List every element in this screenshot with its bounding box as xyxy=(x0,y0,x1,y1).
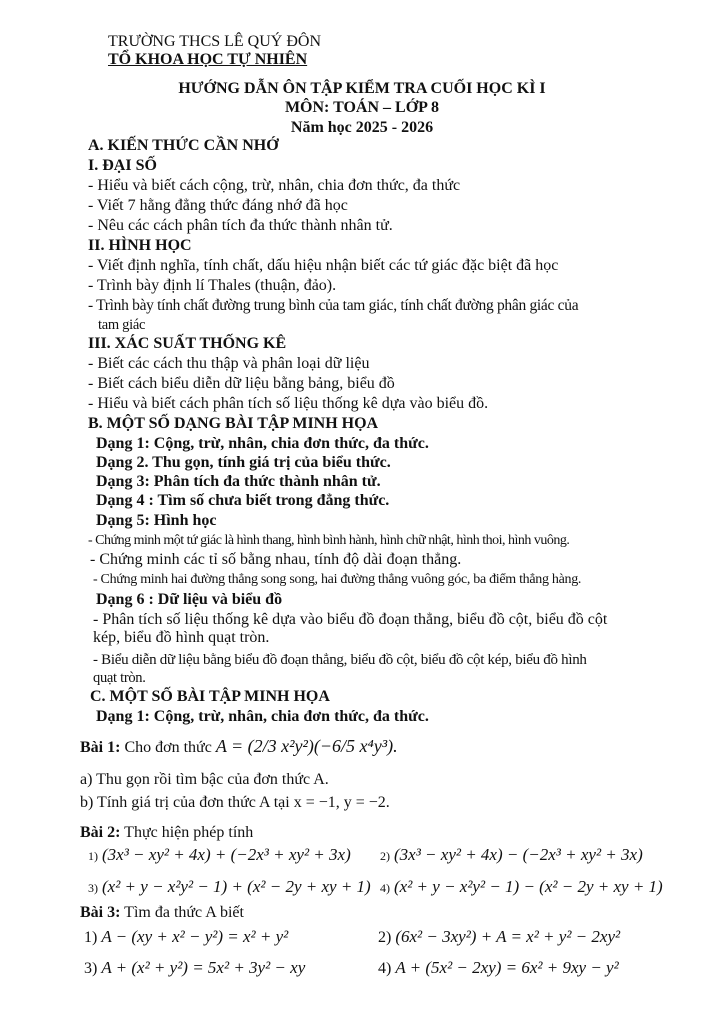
statistics-heading: III. XÁC SUẤT THỐNG KÊ xyxy=(88,335,287,352)
exercise-item xyxy=(378,928,620,947)
formula: (x² + y − x²y² − 1) − (x² − 2y + xy + 1) xyxy=(394,877,663,896)
section-a-heading: A. KIẾN THỨC CẦN NHỚ xyxy=(88,137,279,154)
exercise-item xyxy=(380,878,663,897)
item-number: 4) xyxy=(378,960,392,977)
list-item: - Chứng minh các tỉ số bằng nhau, tính độ dài đoạn thẳng. xyxy=(90,551,462,568)
list-item: - Trình bày tính chất đường trung bình của tam giác, tính chất đường phân giác của xyxy=(88,297,579,314)
list-item: - Viết định nghĩa, tính chất, dấu hiệu nhận biết các tứ giác đặc biệt đã học xyxy=(88,257,559,274)
exercise-type: Dạng 1: Cộng, trừ, nhân, chia đơn thức, đa thức. xyxy=(96,435,429,452)
exercise-label: Bài 2: xyxy=(80,824,121,841)
formula: A + (5x² − 2xy) = 6x² + 9xy − y² xyxy=(395,958,619,977)
exercise-text: Cho đơn thức xyxy=(124,739,212,756)
exercise-part: a) Thu gọn rồi tìm bậc của đơn thức A. xyxy=(80,771,329,788)
section-b-heading: B. MỘT SỐ DẠNG BÀI TẬP MINH HỌA xyxy=(88,415,379,432)
document-title: HƯỚNG DẪN ÔN TẬP KIỂM TRA CUỐI HỌC KÌ I xyxy=(178,80,546,97)
list-item: - Hiểu và biết cách cộng, trừ, nhân, chia đơn thức, đa thức xyxy=(88,177,461,194)
list-item: - Hiểu và biết cách phân tích số liệu thống kê dựa vào biểu đồ. xyxy=(88,395,489,412)
section-c-heading: C. MỘT SỐ BÀI TẬP MINH HỌA xyxy=(90,688,330,705)
formula: (3x³ − xy² + 4x) + (−2x³ + xy² + 3x) xyxy=(102,845,351,864)
item-number: 1) xyxy=(88,849,98,863)
exercise-label: Bài 1: xyxy=(80,739,121,756)
list-item: kép, biểu đồ hình quạt tròn. xyxy=(93,629,270,646)
exercise-type: Dạng 2. Thu gọn, tính giá trị của biểu thức. xyxy=(96,454,391,471)
formula: (x² + y − x²y² − 1) + (x² − 2y + xy + 1) xyxy=(102,877,371,896)
item-number: 2) xyxy=(380,849,390,863)
exercise-type: Dạng 3: Phân tích đa thức thành nhân tử. xyxy=(96,473,381,490)
exercise-type: Dạng 4 : Tìm số chưa biết trong đẳng thức. xyxy=(96,492,390,509)
exercise-item xyxy=(84,959,305,978)
exercise-text: Tìm đa thức A biết xyxy=(124,904,244,921)
item-number: 4) xyxy=(380,881,390,895)
item-number: 1) xyxy=(84,929,98,946)
exercise-item xyxy=(88,878,371,897)
exercise-1 xyxy=(80,737,398,757)
list-item: - Trình bày định lí Thales (thuận, đảo). xyxy=(88,277,337,294)
exercise-label: Bài 3: xyxy=(80,904,121,921)
list-item: tam giác xyxy=(98,317,146,333)
list-item: - Biết cách biểu diễn dữ liệu bằng bảng, biểu đồ xyxy=(88,375,395,392)
exercise-type: Dạng 6 : Dữ liệu và biểu đồ xyxy=(96,591,283,608)
school-year: Năm học 2025 - 2026 xyxy=(290,119,434,136)
formula: A = (2/3 x²y²)(−6/5 x⁴y³). xyxy=(215,736,398,756)
subject-title: MÔN: TOÁN – LỚP 8 xyxy=(284,99,440,116)
exercise-item xyxy=(88,846,351,865)
exercise-type: Dạng 1: Cộng, trừ, nhân, chia đơn thức, đa thức. xyxy=(96,708,429,725)
exercise-3 xyxy=(80,904,244,922)
item-number: 3) xyxy=(84,960,98,977)
list-item: - Biết các cách thu thập và phân loại dữ liệu xyxy=(88,355,370,372)
geometry-heading: II. HÌNH HỌC xyxy=(88,237,192,254)
list-item: quạt tròn. xyxy=(93,670,146,686)
formula: A + (x² + y²) = 5x² + 3y² − xy xyxy=(101,958,306,977)
exercise-item xyxy=(378,959,619,978)
item-number: 3) xyxy=(88,881,98,895)
exercise-item xyxy=(84,928,288,947)
formula: A − (xy + x² − y²) = x² + y² xyxy=(101,927,289,946)
exercise-item xyxy=(380,846,643,865)
department-name: TỔ KHOA HỌC TỰ NHIÊN xyxy=(108,51,308,68)
exercise-type: Dạng 5: Hình học xyxy=(96,512,217,529)
list-item: - Viết 7 hằng đẳng thức đáng nhớ đã học xyxy=(88,197,348,214)
exercise-text: Thực hiện phép tính xyxy=(124,824,254,841)
algebra-heading: I. ĐẠI SỐ xyxy=(88,157,157,174)
list-item: - Nêu các cách phân tích đa thức thành nhân tử. xyxy=(88,217,393,234)
item-number: 2) xyxy=(378,929,392,946)
formula: (3x³ − xy² + 4x) − (−2x³ + xy² + 3x) xyxy=(394,845,643,864)
formula: (6x² − 3xy²) + A = x² + y² − 2xy² xyxy=(395,927,621,946)
list-item: - Chứng minh một tứ giác là hình thang, hình bình hành, hình chữ nhật, hình thoi, hình vuông. xyxy=(88,533,570,548)
exercise-part: b) Tính giá trị của đơn thức A tại x = −1, y = −2. xyxy=(80,794,390,811)
exercise-2 xyxy=(80,824,253,842)
school-name: TRƯỜNG THCS LÊ QUÝ ĐÔN xyxy=(108,33,322,50)
list-item: - Chứng minh hai đường thẳng song song, hai đường thẳng vuông góc, ba điểm thẳng hàng. xyxy=(93,572,582,587)
list-item: - Phân tích số liệu thống kê dựa vào biểu đồ đoạn thẳng, biểu đồ cột, biểu đồ cột xyxy=(93,611,608,628)
list-item: - Biểu diễn dữ liệu bằng biểu đồ đoạn thẳng, biểu đồ cột, biểu đồ cột kép, biểu đồ hình xyxy=(93,652,587,668)
